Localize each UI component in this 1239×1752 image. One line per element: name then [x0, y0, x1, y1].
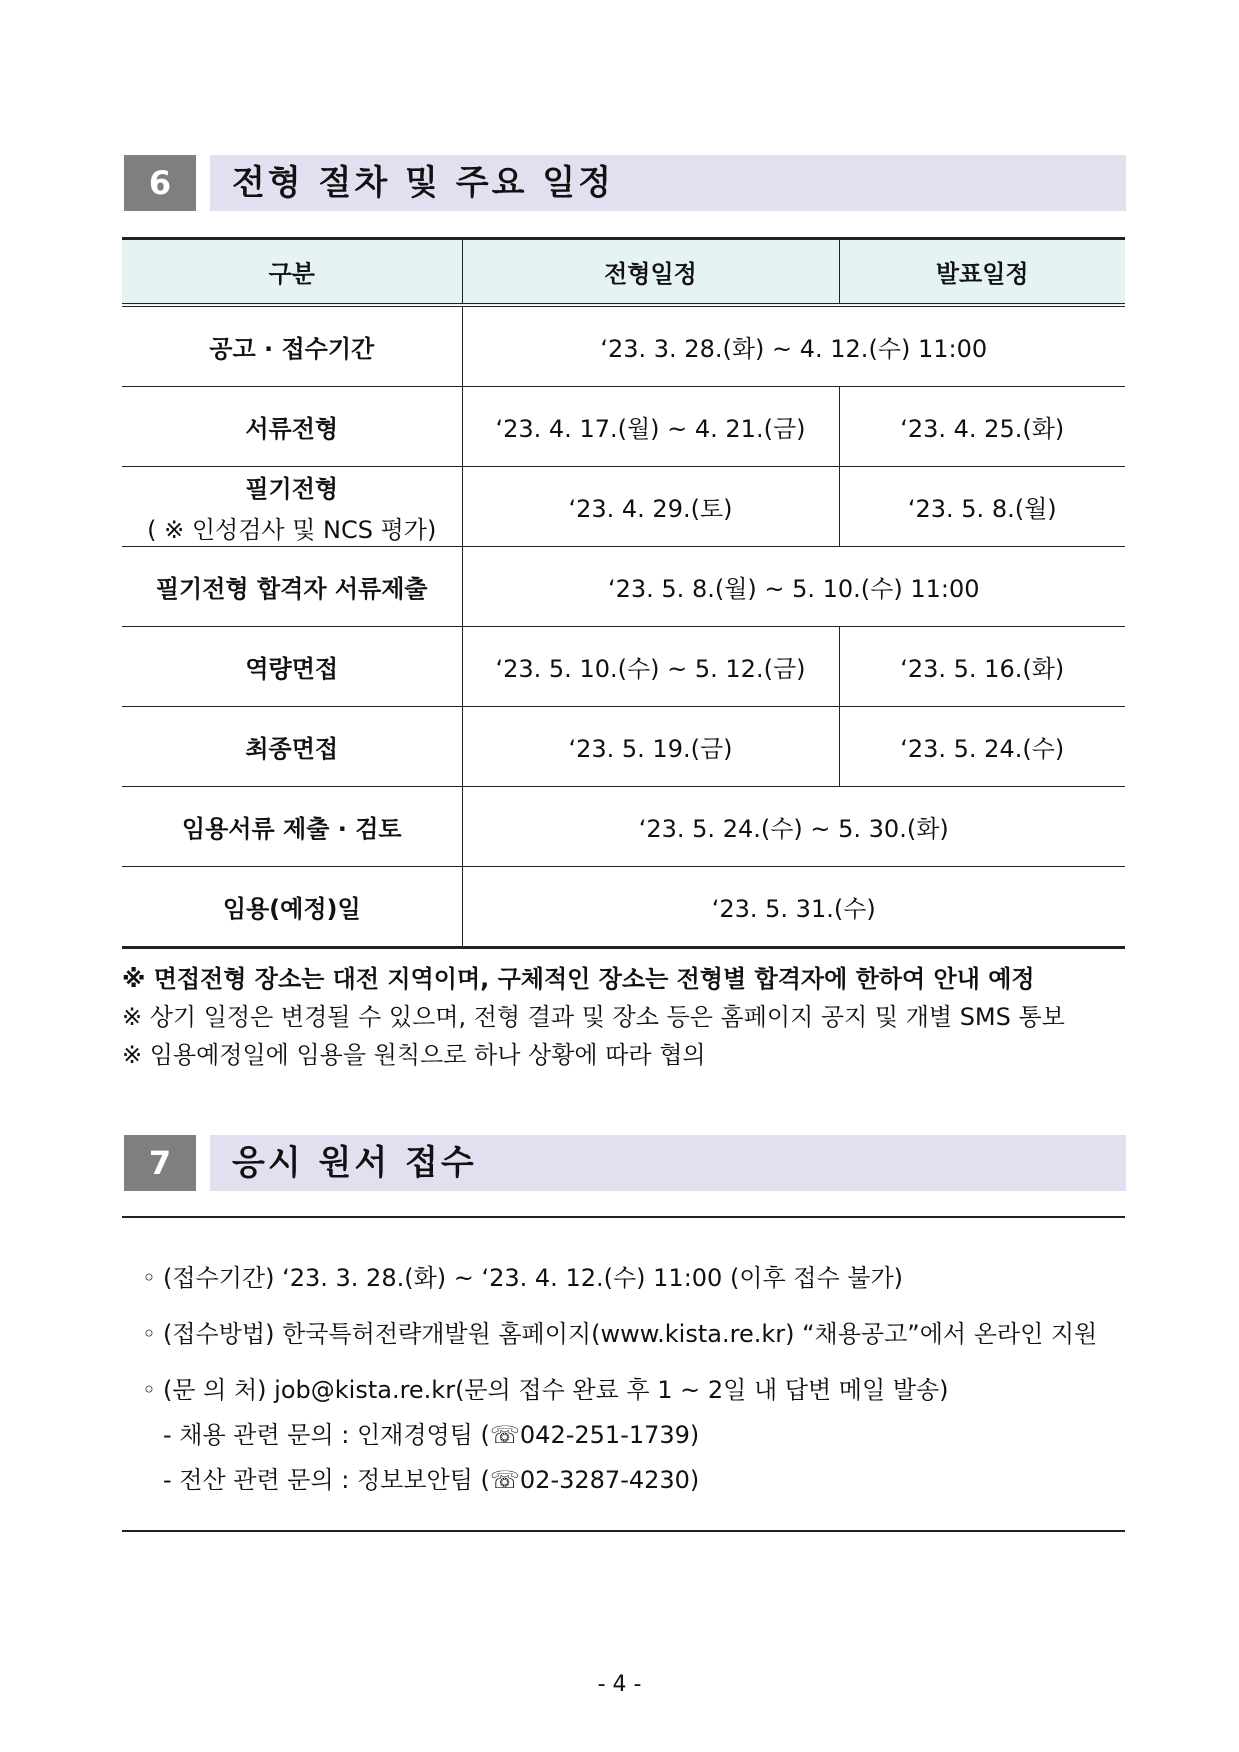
table-row: [122, 467, 1125, 547]
header-announce: 발표일정: [839, 239, 1125, 306]
section-title: 전형 절차 및 주요 일정: [210, 155, 1126, 211]
table-row: [122, 707, 1125, 787]
row-schedule: ‘23. 5. 19.(금): [462, 707, 839, 787]
row-label: 임용(예정)일: [122, 867, 462, 948]
section-title: 응시 원서 접수: [210, 1135, 1126, 1191]
note-venue: ※ 면접전형 장소는 대전 지역이며, 구체적인 장소는 전형별 합격자에 한하여 안내 예정: [122, 965, 1035, 993]
note-schedule-change: ※ 상기 일정은 변경될 수 있으며, 전형 결과 및 장소 등은 홈페이지 공지 및 개별 SMS 통보: [122, 1003, 1065, 1031]
divider-top: [122, 1216, 1125, 1218]
item-method: (접수방법) 한국특허전략개발원 홈페이지(www.kista.re.kr) “채용공고”에서 온라인 지원: [163, 1320, 1098, 1348]
item-period: (접수기간) ‘23. 3. 28.(화) ~ ‘23. 4. 12.(수) 11:00 (이후 접수 불가): [163, 1264, 904, 1292]
bullet: ◦: [141, 1320, 157, 1348]
list-item: [135, 1262, 1097, 1318]
row-label-sub: ( ※ 인성검사 및 NCS 평가): [147, 515, 437, 544]
bullet: ◦: [141, 1264, 157, 1292]
table-row: [122, 547, 1125, 627]
bullet: ◦: [141, 1376, 157, 1404]
schedule-table: [122, 237, 1125, 949]
section-number: 6: [124, 155, 196, 211]
table-row: [122, 387, 1125, 467]
row-label: 최종면접: [122, 707, 462, 787]
list-item: [135, 1374, 1097, 1419]
row-schedule: ‘23. 5. 24.(수) ~ 5. 30.(화): [462, 787, 1125, 867]
row-label: 서류전형: [122, 387, 462, 467]
table-row: [122, 627, 1125, 707]
section-6-header: [124, 155, 1126, 211]
sub-item: - 전산 관련 문의 : 정보보안팀 (☏02-3287-4230): [163, 1466, 700, 1494]
row-label: 필기전형: [245, 474, 339, 503]
row-label: 공고 · 접수기간: [122, 305, 462, 387]
row-schedule: ‘23. 5. 31.(수): [462, 867, 1125, 948]
header-category: 구분: [122, 239, 462, 306]
row-schedule: ‘23. 5. 8.(월) ~ 5. 10.(수) 11:00: [462, 547, 1125, 627]
application-info: [135, 1262, 1097, 1509]
list-item: [135, 1318, 1097, 1374]
page-number: - 4 -: [597, 1672, 642, 1697]
note-appointment: ※ 임용예정일에 임용을 원칙으로 하나 상황에 따라 협의: [122, 1041, 706, 1069]
table-header-row: [122, 239, 1125, 306]
row-announce: ‘23. 5. 8.(월): [839, 467, 1125, 547]
section-7-header: [124, 1135, 1126, 1191]
divider-bottom: [122, 1530, 1125, 1532]
row-announce: ‘23. 5. 24.(수): [839, 707, 1125, 787]
notes: [122, 960, 1065, 1074]
row-schedule: ‘23. 3. 28.(화) ~ 4. 12.(수) 11:00: [462, 305, 1125, 387]
row-label-cell: [122, 467, 462, 547]
row-schedule: ‘23. 4. 29.(토): [462, 467, 839, 547]
table-row: [122, 305, 1125, 387]
row-label: 역량면접: [122, 627, 462, 707]
row-schedule: ‘23. 5. 10.(수) ~ 5. 12.(금): [462, 627, 839, 707]
section-number: 7: [124, 1135, 196, 1191]
row-schedule: ‘23. 4. 17.(월) ~ 4. 21.(금): [462, 387, 839, 467]
item-contact: (문 의 처) job@kista.re.kr(문의 접수 완료 후 1 ~ 2일 내 답변 메일 발송): [163, 1376, 949, 1404]
header-schedule: 전형일정: [462, 239, 839, 306]
row-announce: ‘23. 5. 16.(화): [839, 627, 1125, 707]
sub-item: - 채용 관련 문의 : 인재경영팀 (☏042-251-1739): [163, 1421, 700, 1449]
row-announce: ‘23. 4. 25.(화): [839, 387, 1125, 467]
row-label: 필기전형 합격자 서류제출: [122, 547, 462, 627]
row-label: 임용서류 제출 · 검토: [122, 787, 462, 867]
table-row: [122, 787, 1125, 867]
table-row: [122, 867, 1125, 948]
